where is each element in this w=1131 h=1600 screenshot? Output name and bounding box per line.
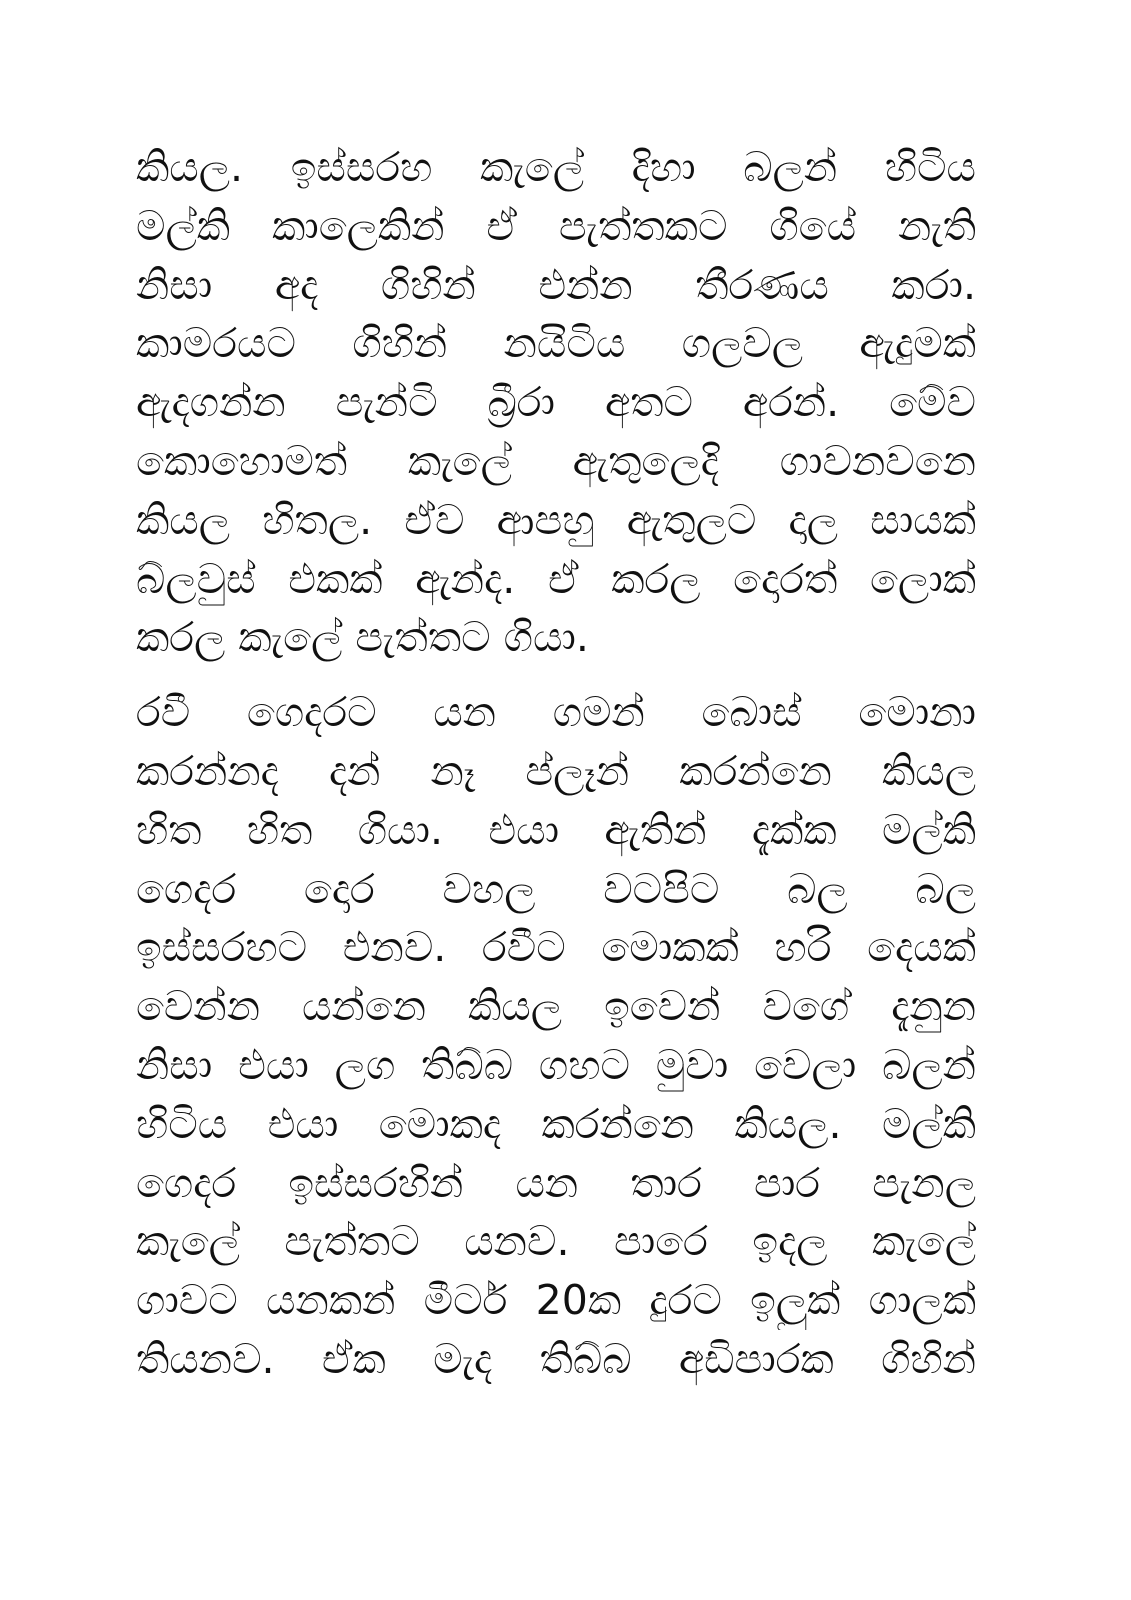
text-line: වෙන්න යන්නෙ කියල ඉවෙන් වගේ දැනුන: [136, 982, 976, 1031]
text-line: ඉස්සරහට එනව. රවීට මොකක් හරි දෙයක්: [136, 923, 976, 972]
text-line: කියල. ඉස්සරහ කැලේ දිහා බලන් හිටිය: [136, 143, 976, 191]
paragraph-2: [136, 683, 976, 1389]
text-line: මල්කි කාලෙකින් ඒ පැත්තකට ගියේ නැති: [136, 201, 976, 250]
text-line: ගාවට යනකන් මීටර් 20ක දුරට ඉලුක් ගාලක්: [136, 1276, 976, 1325]
text-line: කියල හිතල. ඒව ආපහු ඇතුලට දාල සායක්: [136, 495, 976, 544]
text-line: නිසා එයා ලග තිබ්බ ගහට මුවා වෙලා බලන්: [136, 1040, 976, 1089]
text-line: බ්ලවුස් එකක් ඇන්ද. ඒ කරල දොරත් ලොක්: [136, 554, 976, 603]
text-line: ගෙදර ඉස්සරහින් යන තාර පාර පැනල: [136, 1158, 976, 1207]
text-line: කොහොමත් කැලේ ඇතුලෙදි ගාවනවනෙ: [136, 436, 976, 485]
text-line: රවී ගෙදරට යන ගමන් බොස් මොනා: [136, 688, 976, 737]
text-line: කාමරයට ගිහින් නයිටිය ගලවල ඇදුමක්: [136, 319, 976, 368]
text-line: කරන්නද දන් නෑ ප්ලෑන් කරන්නෙ කියල: [136, 746, 976, 795]
text-line: ගෙදර දොර වහල වටපිට බල බල: [136, 864, 976, 913]
text-line: කරල කැලේ පැත්තට ගියා.: [136, 613, 589, 662]
text-line: හිටිය එයා මොකද කරන්නෙ කියල. මල්කි: [136, 1099, 976, 1148]
body-text: [136, 138, 976, 1389]
text-line: ඇදගන්න පැන්ටි බ්‍රීරා අතට අරන්. මේව: [136, 378, 976, 427]
text-line: නිසා අද ගිහින් එන්න තීරණය කරා.: [136, 260, 976, 309]
paragraph-spacer: [136, 667, 976, 683]
text-line: කැලේ පැත්තට යනව. පාරෙ ඉදල කැලේ: [136, 1217, 976, 1266]
text-line: හිත හිත ගියා. එයා ඇතින් දැක්ක මල්කි: [136, 805, 976, 854]
text-line: තියනව. ඒක මැද තිබ්බ අඩිපාරක ගිහින්: [136, 1334, 976, 1383]
paragraph-1: [136, 138, 976, 667]
